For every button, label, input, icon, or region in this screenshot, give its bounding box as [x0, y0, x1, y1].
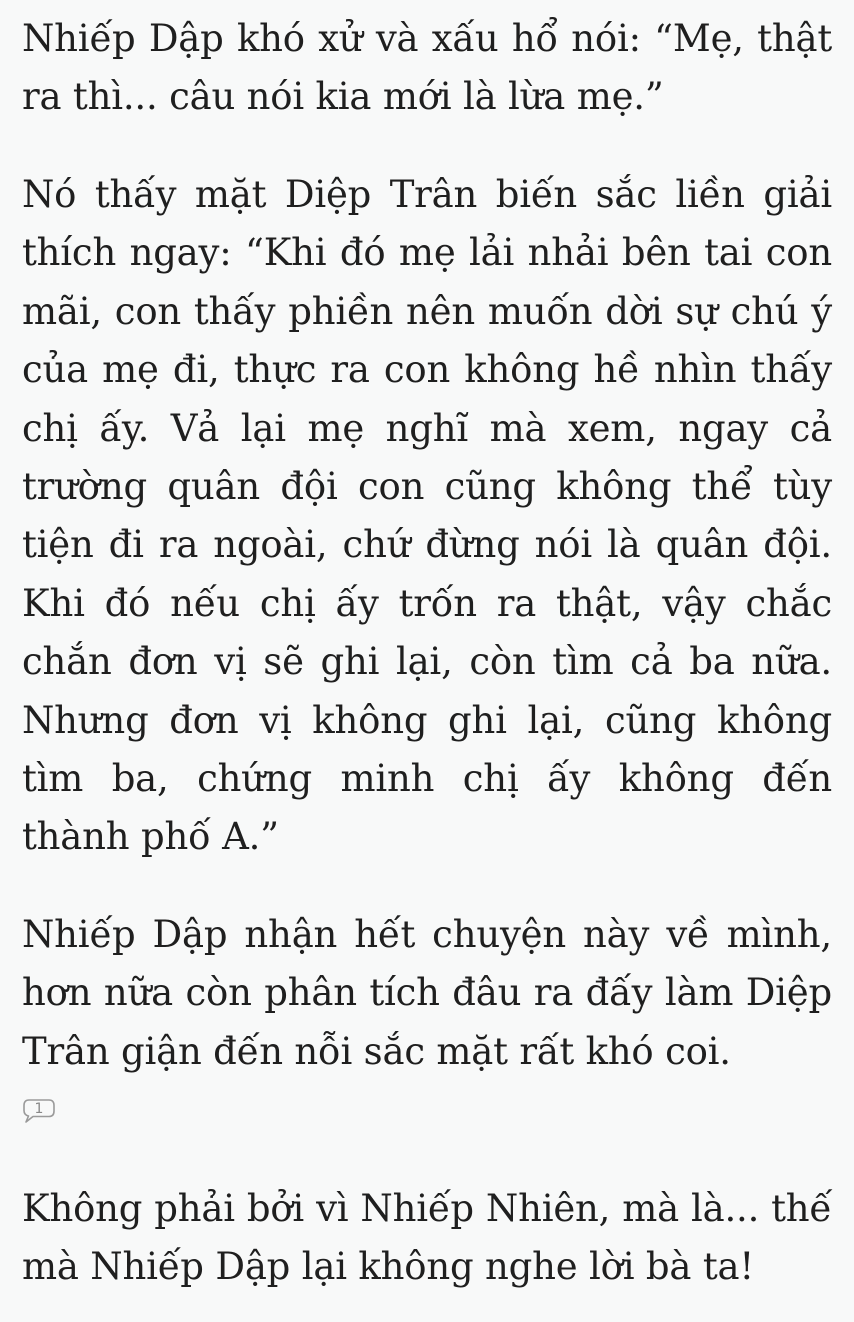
paragraph-comment-button[interactable] — [21, 1097, 57, 1125]
paragraph-4: Không phải bởi vì Nhiếp Nhiên, mà là... thế mà Nhiếp Dập lại không nghe lời bà ta! — [22, 1187, 832, 1289]
comment-count: 1 — [34, 1101, 44, 1117]
paragraph-1: Nhiếp Dập khó xử và xấu hổ nói: “Mẹ, thật ra thì... câu nói kia mới là lừa mẹ.” — [22, 17, 832, 119]
paragraph-3: Nhiếp Dập nhận hết chuyện này về mình, hơn nữa còn phân tích đâu ra đấy làm Diệp Trân giận đến nỗi sắc mặt rất khó coi. — [22, 913, 832, 1073]
paragraph-2: Nó thấy mặt Diệp Trân biến sắc liền giải thích ngay: “Khi đó mẹ lải nhải bên tai con mãi, con thấy phiền nên muốn dời sự chú ý của mẹ đi, thực ra con không hề nhìn thấy chị ấy. Vả lại mẹ nghĩ mà xem, ngay cả trường quân đội con cũng không thể tùy tiện đi ra ngoài, chứ đừng nói là quân đội. Khi đó nếu chị ấy trốn ra thật, vậy chắc chắn đơn vị sẽ ghi lại, còn tìm cả ba nữa. Nhưng đơn vị không ghi lại, cũng không tìm ba, chứng minh chị ấy không đến thành phố A.” — [22, 173, 832, 859]
